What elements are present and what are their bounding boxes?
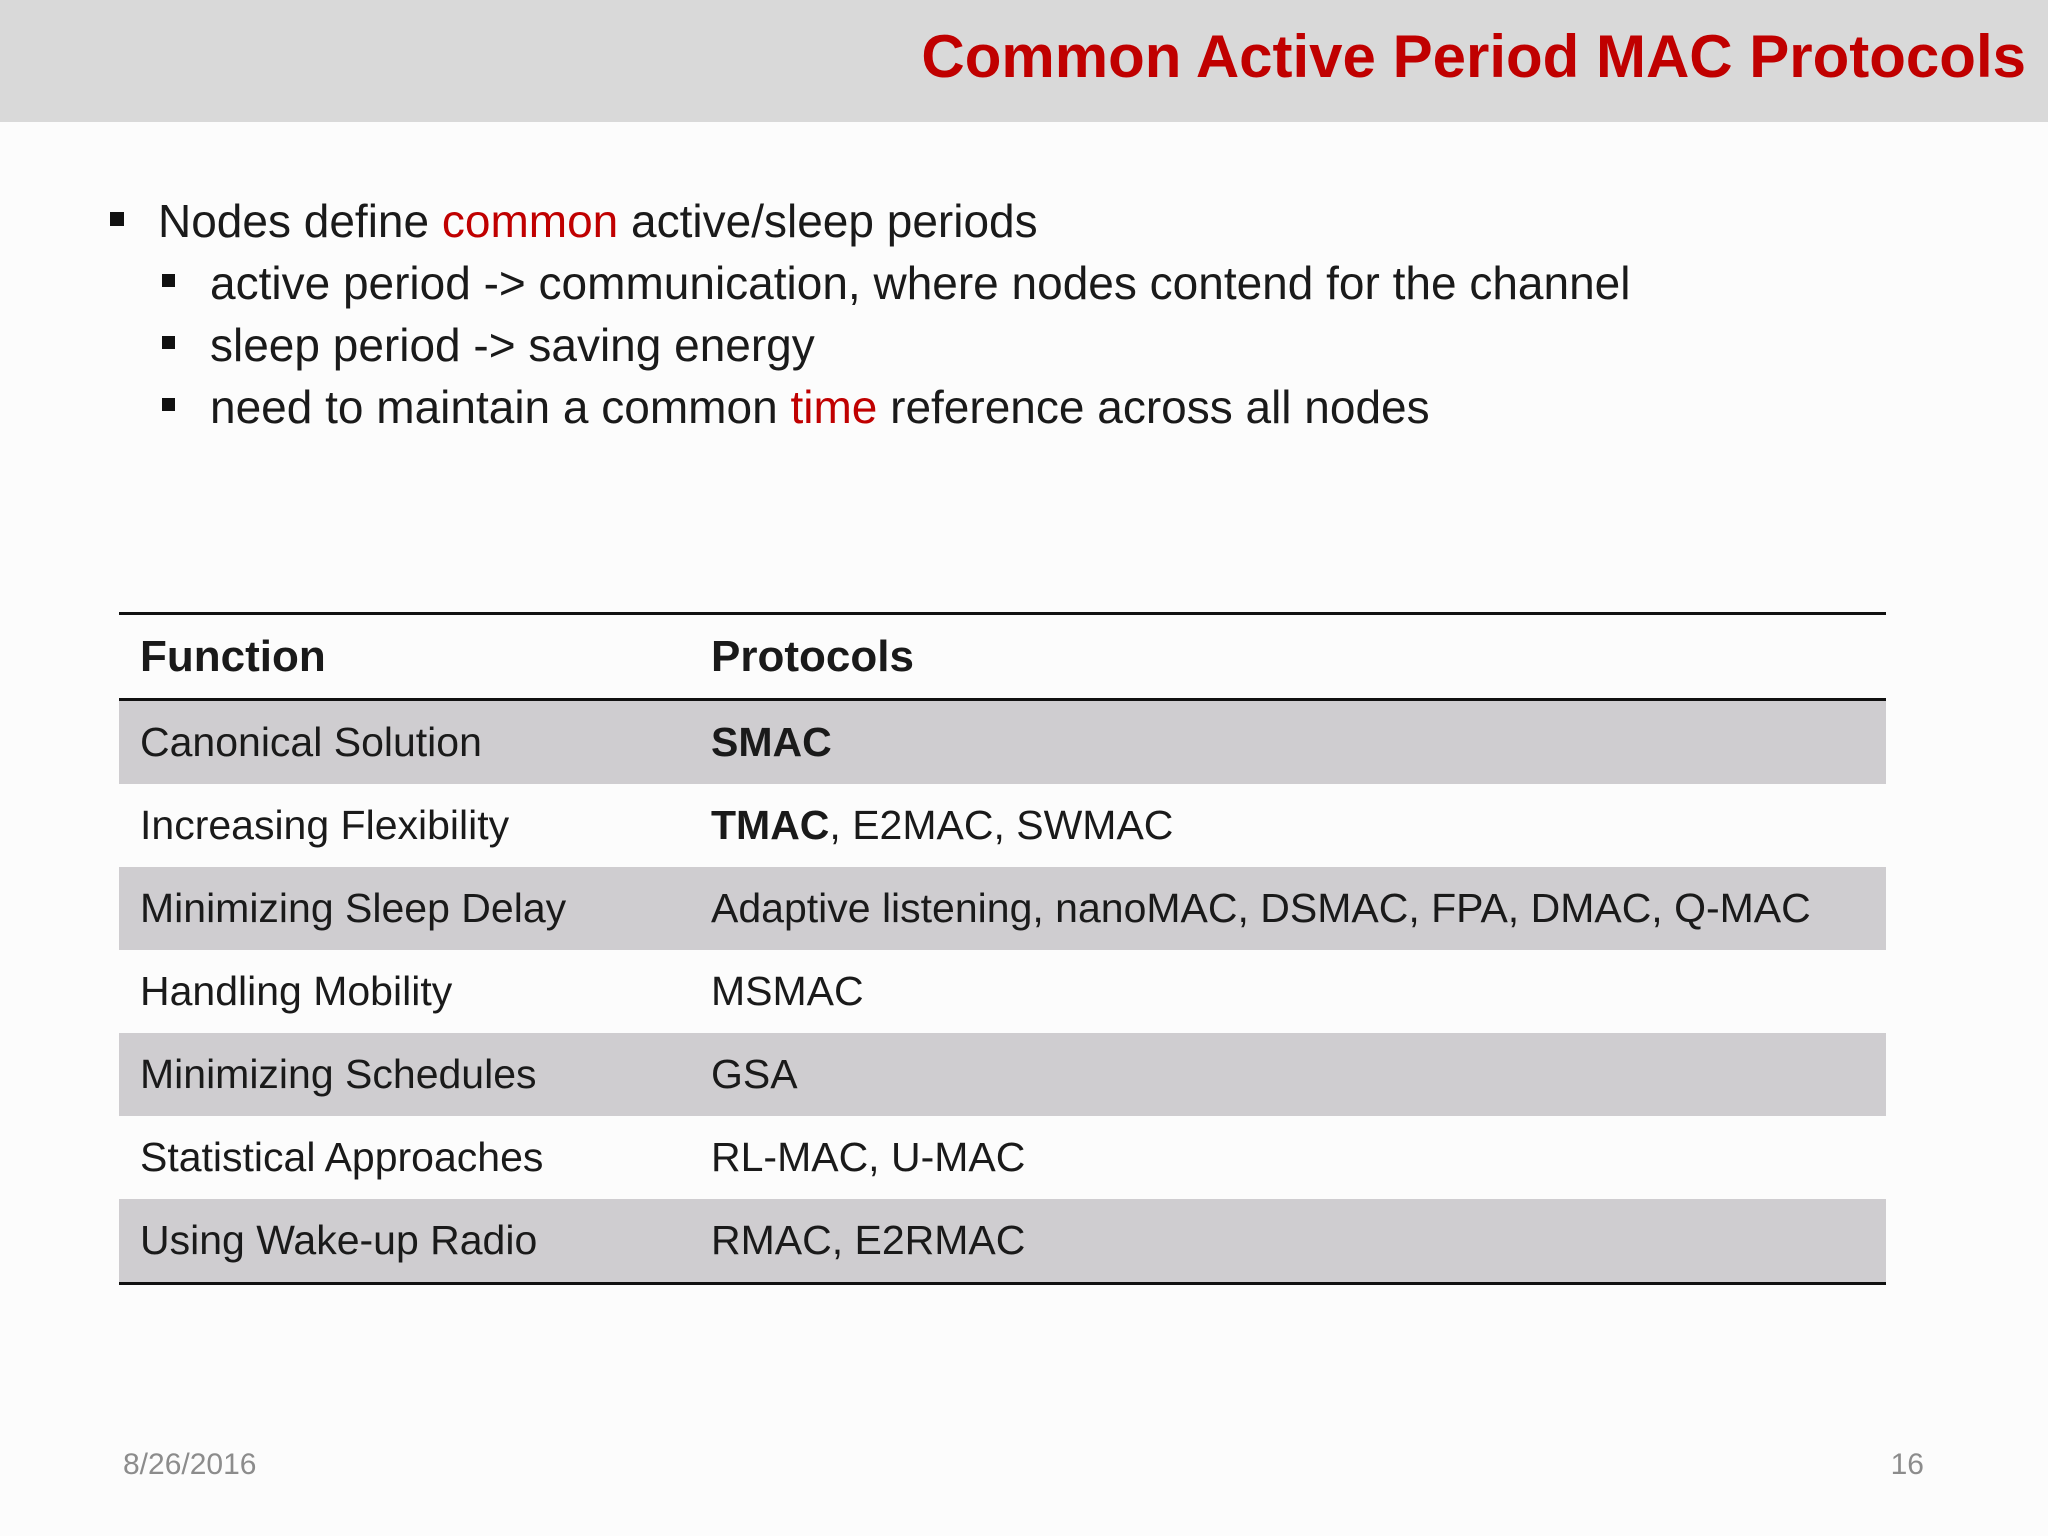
protocols-cell: RMAC, E2RMAC: [711, 1217, 1026, 1263]
bullet-marker-icon: [162, 274, 175, 287]
column-header-protocols: Protocols: [711, 631, 914, 681]
title-bar: [0, 0, 2048, 122]
table-row: [119, 784, 1886, 867]
bullet-text: active/sleep periods: [618, 195, 1038, 247]
bullet-marker-icon: [162, 398, 175, 411]
protocols-table: [119, 612, 1886, 1285]
bullet-list: [108, 190, 1630, 438]
sub-bullet-text: sleep period -> saving energy: [210, 319, 815, 371]
slide-title: Common Active Period MAC Protocols: [921, 23, 2026, 90]
table-row: [119, 700, 1886, 785]
function-cell: Canonical Solution: [140, 719, 482, 765]
column-header-function: Function: [140, 631, 326, 681]
sub-bullet-item: [160, 314, 1630, 376]
protocols-cell: Adaptive listening, nanoMAC, DSMAC, FPA, DMAC, Q-MAC: [711, 885, 1811, 931]
sub-bullet-text: need to maintain a common: [210, 381, 791, 433]
protocols-cell: MSMAC: [711, 968, 864, 1014]
table-row: [119, 1199, 1886, 1284]
table-header-row: [119, 614, 1886, 700]
table-row: [119, 1116, 1886, 1199]
bullet-marker-icon: [162, 336, 175, 349]
page-number: 16: [1890, 1448, 1924, 1481]
sub-bullet-highlight: time: [790, 381, 878, 433]
protocols-cell: [690, 700, 1886, 785]
sub-bullet-item: [160, 376, 1630, 438]
sub-bullet-text: active period -> communication, where nodes contend for the channel: [210, 257, 1631, 309]
sub-bullet-item: [160, 252, 1630, 314]
protocol-bold: SMAC: [711, 719, 832, 765]
table-row: [119, 1033, 1886, 1116]
table-row: [119, 950, 1886, 1033]
protocols-cell: GSA: [711, 1051, 798, 1097]
bullet-highlight: common: [441, 195, 619, 247]
function-cell: Minimizing Sleep Delay: [140, 885, 567, 931]
bullet-item: [108, 190, 1630, 252]
function-cell: Using Wake-up Radio: [140, 1217, 538, 1263]
function-cell: Minimizing Schedules: [140, 1051, 537, 1097]
protocols-cell: RL-MAC, U-MAC: [711, 1134, 1026, 1180]
bullet-marker-icon: [110, 212, 124, 226]
footer-date: 8/26/2016: [123, 1448, 257, 1481]
protocol-bold: TMAC: [711, 802, 830, 848]
function-cell: Statistical Approaches: [140, 1134, 544, 1180]
sub-bullet-text: reference across all nodes: [877, 381, 1430, 433]
table-row: [119, 867, 1886, 950]
bullet-text: Nodes define: [158, 195, 442, 247]
function-cell: Handling Mobility: [140, 968, 453, 1014]
function-cell: Increasing Flexibility: [140, 802, 510, 848]
protocols-cell: TMAC, E2MAC, SWMAC: [711, 802, 1174, 848]
